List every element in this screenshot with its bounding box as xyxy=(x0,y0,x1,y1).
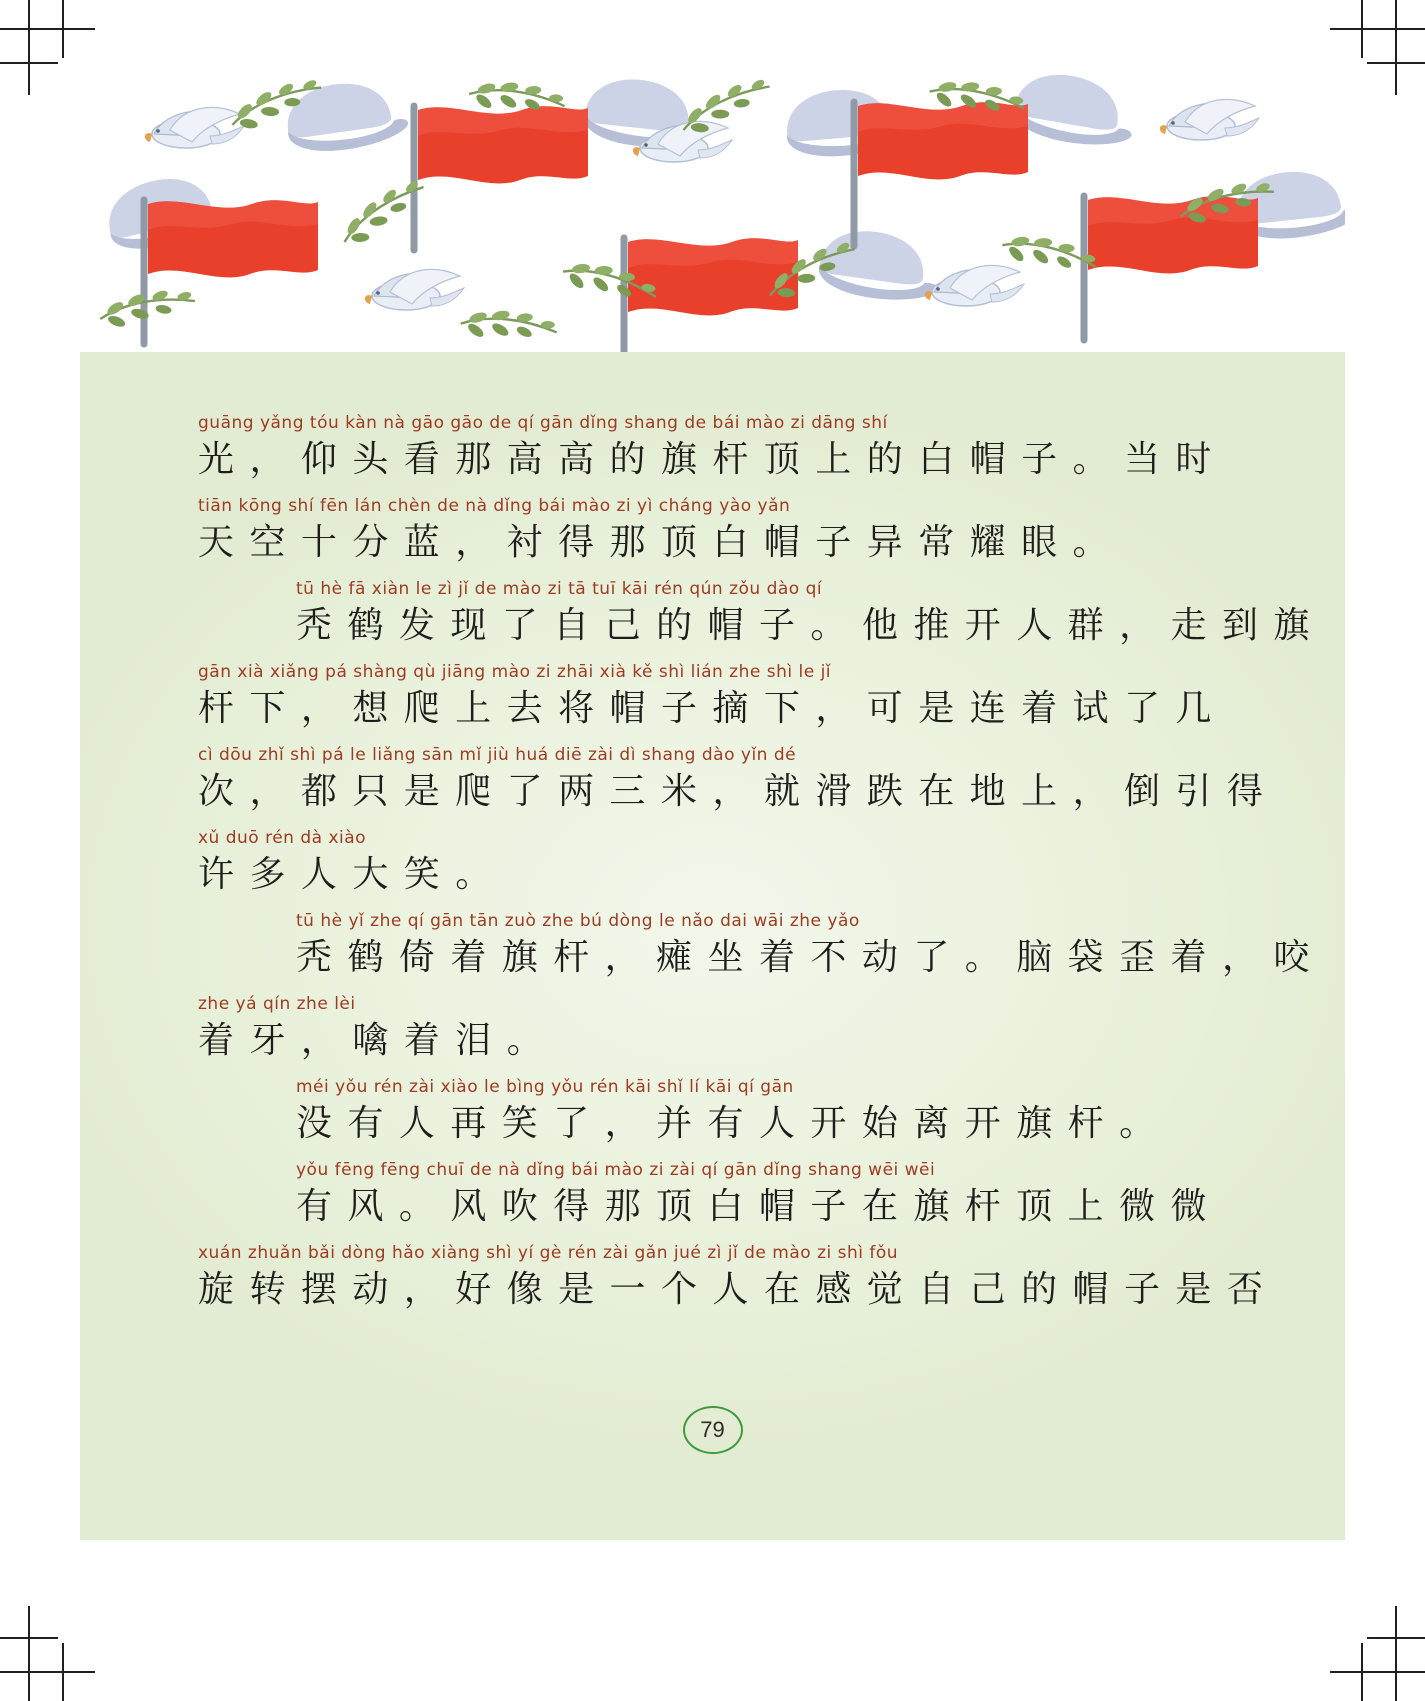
hanzi-row: 许 多 人 大 笑 。 xyxy=(198,854,494,895)
pinyin-row: tū hè fā xiàn le zì jǐ de mào zi tā tuī kāi rén qún zǒu dào qí xyxy=(296,579,823,599)
pinyin-row: gān xià xiǎng pá shàng qù jiāng mào zi zhāi xià kě shì lián zhe shì le jǐ xyxy=(198,662,832,682)
text-line xyxy=(198,993,1233,1067)
hanzi-row: 天 空 十 分 蓝 ， 衬 得 那 顶 白 帽 子 异 常 耀 眼 。 xyxy=(198,522,1111,563)
hanzi-row: 光 ， 仰 头 看 那 高 高 的 旗 杆 顶 上 的 白 帽 子 。 当 时 xyxy=(198,439,1214,480)
crop-mark-bottom-left xyxy=(0,1581,120,1701)
page-number: 79 xyxy=(683,1406,743,1454)
pinyin-row: zhe yá qín zhe lèi xyxy=(198,994,356,1014)
pinyin-row: xuán zhuǎn bǎi dòng hǎo xiàng shì yí gè rén zài gǎn jué zì jǐ de mào zi shì fǒu xyxy=(198,1243,899,1263)
text-line xyxy=(198,1159,1233,1233)
hanzi-row: 没 有 人 再 笑 了 ， 并 有 人 开 始 离 开 旗 杆 。 xyxy=(296,1103,1158,1144)
pinyin-row: guāng yǎng tóu kàn nà gāo gāo de qí gān dǐng shang de bái mào zi dāng shí xyxy=(198,413,888,433)
pinyin-row: yǒu fēng fēng chuī de nà dǐng bái mào zi zài qí gān dǐng shang wēi wēi xyxy=(296,1160,936,1180)
decorative-header-band xyxy=(80,62,1345,352)
pinyin-row: cì dōu zhǐ shì pá le liǎng sān mǐ jiù huá diē zài dì shang dào yǐn dé xyxy=(198,745,797,765)
hanzi-row: 杆 下 ， 想 爬 上 去 将 帽 子 摘 下 ， 可 是 连 着 试 了 几 xyxy=(198,688,1214,729)
hanzi-row: 旋 转 摆 动 ， 好 像 是 一 个 人 在 感 觉 自 己 的 帽 子 是 否 xyxy=(198,1269,1265,1310)
text-line xyxy=(198,661,1233,735)
hanzi-row: 秃 鹤 倚 着 旗 杆 ， 瘫 坐 着 不 动 了 。 脑 袋 歪 着 ， 咬 xyxy=(296,937,1312,978)
text-line xyxy=(198,578,1312,652)
text-line xyxy=(198,910,1312,984)
hanzi-row: 秃 鹤 发 现 了 自 己 的 帽 子 。 他 推 开 人 群 ， 走 到 旗 xyxy=(296,605,1312,646)
pinyin-row: tū hè yǐ zhe qí gān tān zuò zhe bú dòng le nǎo dai wāi zhe yǎo xyxy=(296,911,860,931)
hanzi-row: 着 牙 ， 噙 着 泪 。 xyxy=(198,1020,545,1061)
pinyin-row: xǔ duō rén dà xiào xyxy=(198,828,367,848)
decoration-illustration xyxy=(80,62,1345,352)
text-line xyxy=(198,1076,1233,1150)
text-line xyxy=(198,412,1233,486)
hanzi-row: 有 风 。 风 吹 得 那 顶 白 帽 子 在 旗 杆 顶 上 微 微 xyxy=(296,1186,1209,1227)
text-line xyxy=(198,827,1233,901)
hanzi-row: 次 ， 都 只 是 爬 了 两 三 米 ， 就 滑 跌 在 地 上 ， 倒 引 得 xyxy=(198,771,1265,812)
text-line xyxy=(198,495,1233,569)
crop-mark-bottom-right xyxy=(1305,1581,1425,1701)
page-content-panel xyxy=(80,352,1345,1540)
pinyin-row: tiān kōng shí fēn lán chèn de nà dǐng bái mào zi yì cháng yào yǎn xyxy=(198,496,791,516)
text-line xyxy=(198,1242,1265,1316)
pinyin-row: méi yǒu rén zài xiào le bìng yǒu rén kāi shǐ lí kāi qí gān xyxy=(296,1077,794,1097)
text-column xyxy=(198,412,1312,1325)
text-line xyxy=(198,744,1265,818)
